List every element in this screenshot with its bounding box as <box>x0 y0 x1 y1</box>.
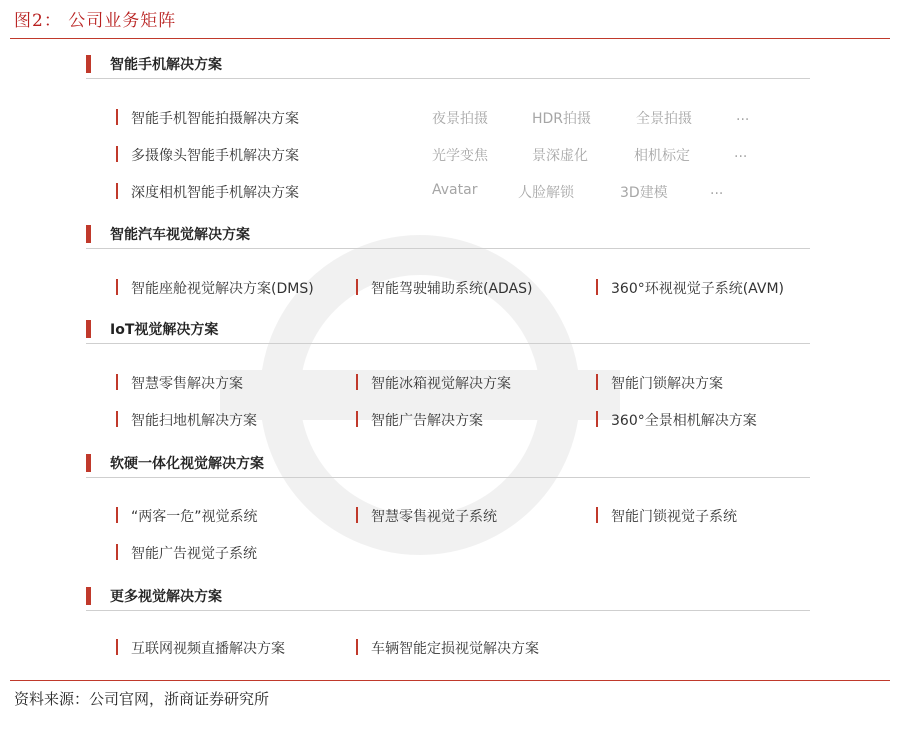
feature-tag: 全景拍摄 <box>636 111 692 127</box>
section-marker <box>86 320 91 338</box>
section-title: 更多视觉解决方案 <box>110 589 222 605</box>
feature-tag: 人脸解锁 <box>518 185 574 201</box>
item-label: 互联网视频直播解决方案 <box>131 641 285 657</box>
item-marker <box>116 374 118 390</box>
item-label: 智能冰箱视觉解决方案 <box>371 376 511 392</box>
figure-title: 图2： 公司业务矩阵 <box>14 11 177 31</box>
item-marker <box>356 639 358 655</box>
section-marker <box>86 225 91 243</box>
item-marker <box>116 183 118 199</box>
item-label: 智能座舱视觉解决方案(DMS) <box>131 281 314 297</box>
item-label: 智能门锁解决方案 <box>611 376 723 392</box>
item-label: 智能驾驶辅助系统(ADAS) <box>371 281 533 297</box>
feature-tag: 夜景拍摄 <box>432 111 488 127</box>
feature-tag: 光学变焦 <box>432 148 488 164</box>
feature-tag: 相机标定 <box>634 148 690 164</box>
feature-tag: HDR拍摄 <box>532 111 592 127</box>
item-label: 智能广告视觉子系统 <box>131 546 257 562</box>
item-label: 智慧零售视觉子系统 <box>371 509 497 525</box>
item-label: “两客一危”视觉系统 <box>131 509 258 525</box>
item-label: 智慧零售解决方案 <box>131 376 243 392</box>
feature-tag: 3D建模 <box>620 185 668 201</box>
item-marker <box>116 639 118 655</box>
section-header-iot <box>86 317 810 344</box>
item-label: 多摄像头智能手机解决方案 <box>131 148 299 164</box>
item-marker <box>116 411 118 427</box>
item-label: 智能广告解决方案 <box>371 413 483 429</box>
item-marker <box>596 411 598 427</box>
item-marker <box>356 279 358 295</box>
feature-tag: Avatar <box>432 182 478 198</box>
item-marker <box>596 279 598 295</box>
item-label: 车辆智能定损视觉解决方案 <box>371 641 539 657</box>
section-header-smartphone <box>86 52 810 79</box>
item-marker <box>116 544 118 560</box>
section-header-hardware-software <box>86 451 810 478</box>
item-marker <box>116 146 118 162</box>
item-marker <box>356 411 358 427</box>
item-marker <box>596 507 598 523</box>
section-title: 智能汽车视觉解决方案 <box>110 227 250 243</box>
item-marker <box>356 374 358 390</box>
item-label: 360°环视视觉子系统(AVM) <box>611 281 784 297</box>
item-marker <box>116 109 118 125</box>
item-marker <box>356 507 358 523</box>
top-divider <box>10 38 890 39</box>
feature-tag: 景深虚化 <box>532 148 588 164</box>
item-label: 智能门锁视觉子系统 <box>611 509 737 525</box>
section-title: 智能手机解决方案 <box>110 57 222 73</box>
source-note: 资料来源：公司官网，浙商证券研究所 <box>14 690 270 708</box>
bottom-divider <box>10 680 890 681</box>
section-marker <box>86 587 91 605</box>
item-label: 360°全景相机解决方案 <box>611 413 757 429</box>
item-label: 智能手机智能拍摄解决方案 <box>131 111 299 127</box>
section-title: IoT视觉解决方案 <box>110 322 219 338</box>
item-label: 深度相机智能手机解决方案 <box>131 185 299 201</box>
section-header-automotive <box>86 222 810 249</box>
section-header-more <box>86 584 810 611</box>
section-marker <box>86 454 91 472</box>
feature-more: ... <box>710 182 724 198</box>
item-marker <box>116 279 118 295</box>
feature-more: ... <box>736 108 750 124</box>
item-label: 智能扫地机解决方案 <box>131 413 257 429</box>
section-title: 软硬一体化视觉解决方案 <box>110 456 264 472</box>
feature-more: ... <box>734 145 748 161</box>
item-marker <box>116 507 118 523</box>
section-marker <box>86 55 91 73</box>
item-marker <box>596 374 598 390</box>
